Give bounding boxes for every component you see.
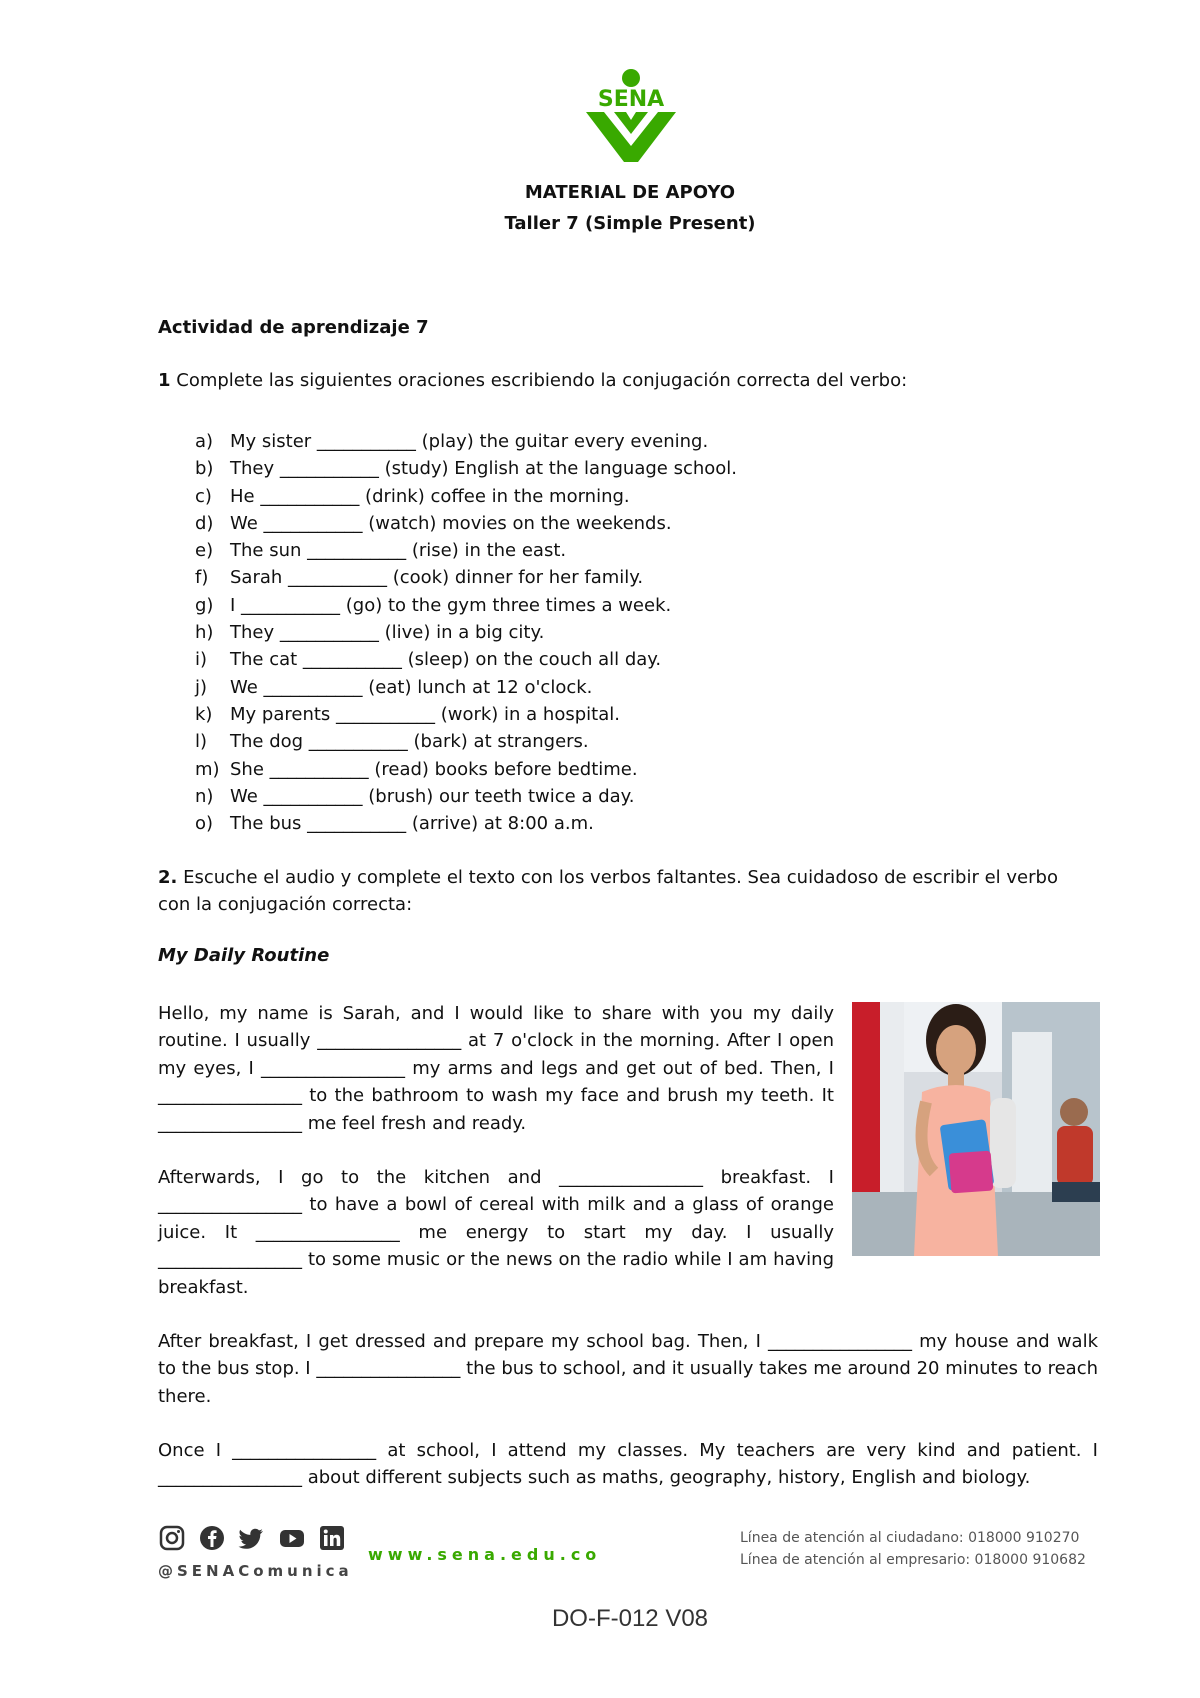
social-handle: @SENAComunica [158, 1562, 353, 1580]
item-letter: n) [195, 785, 214, 807]
item-text: We ___________ (watch) movies on the weekends. [230, 512, 672, 534]
exercise-2-number: 2. [158, 867, 178, 888]
item-letter: e) [195, 540, 214, 562]
document-code: DO-F-012 V08 [551, 1605, 709, 1632]
item-text: The dog ___________ (bark) at strangers. [230, 731, 589, 753]
exercise-2-instruction [158, 864, 1088, 918]
citizen-hotline: Línea de atención al ciudadano: 018000 910270 [740, 1530, 1080, 1546]
story-paragraph-3: After breakfast, I get dressed and prepare my school bag. Then, I ________________ my house and walk to the bus stop. I ________________ the bus to school, and it usually takes me around 20 minutes to reach there. [158, 1331, 1098, 1407]
story-title: My Daily Routine [158, 945, 330, 966]
story-paragraph-4: Once I ________________ at school, I attend my classes. My teachers are very kind and patient. I ________________ about different subjects such as maths, geography, history, English and biology. [158, 1440, 1098, 1489]
story-paragraph-2: Afterwards, I go to the kitchen and ________________ breakfast. I ________________ to have a bowl of cereal with milk and a glass of orange juice. It ________________ me energy to start my day. I usually ________________ to some music or the news on the radio while I am having breakfast. [158, 1167, 834, 1298]
business-hotline: Línea de atención al empresario: 018000 910682 [740, 1552, 1086, 1568]
item-letter: f) [195, 567, 209, 589]
exercise-1-text: Complete las siguientes oraciones escribiendo la conjugación correcta del verbo: [176, 370, 908, 391]
list-item [158, 646, 1058, 673]
exercise-2-text: Escuche el audio y complete el texto con los verbos faltantes. Sea cuidadoso de escribir el verbo con la conjugación correcta: [158, 867, 1058, 915]
twitter-icon[interactable] [238, 1524, 266, 1552]
item-letter: c) [195, 485, 212, 507]
story-paragraph-1: Hello, my name is Sarah, and I would like to share with you my daily routine. I usually ________________ at 7 o'clock in the morning. After I open my eyes, I ________________ my arms and legs and get out of bed. Then, I ________________ to the bathroom to wash my face and brush my teeth. It ________________ me feel fresh and ready. [158, 1003, 834, 1134]
item-letter: k) [195, 703, 213, 725]
item-text: He ___________ (drink) coffee in the morning. [230, 485, 630, 507]
sena-logo [578, 68, 684, 164]
item-letter: a) [195, 431, 214, 452]
item-text: My parents ___________ (work) in a hospital. [230, 703, 620, 725]
item-text: Sarah ___________ (cook) dinner for her family. [230, 567, 644, 589]
item-letter: d) [195, 512, 214, 534]
student-photo [852, 1002, 1100, 1256]
linkedin-icon[interactable] [318, 1524, 346, 1552]
item-text: My sister ___________ (play) the guitar every evening. [230, 431, 709, 452]
exercise-1-number: 1 [158, 370, 171, 391]
item-text: The sun ___________ (rise) in the east. [230, 540, 567, 562]
list-item [158, 483, 1058, 510]
youtube-icon[interactable] [278, 1524, 306, 1552]
list-item [158, 701, 1058, 728]
item-text: She ___________ (read) books before bedtime. [230, 758, 638, 780]
facebook-icon[interactable] [198, 1524, 226, 1552]
activity-heading: Actividad de aprendizaje 7 [158, 317, 429, 338]
list-item [158, 756, 1058, 783]
item-letter: l) [195, 731, 208, 753]
exercise-1-instruction [158, 370, 907, 391]
list-item [158, 428, 1058, 455]
list-item [158, 592, 1058, 619]
document-title: MATERIAL DE APOYO [524, 182, 736, 203]
list-item [158, 564, 1058, 591]
item-letter: i) [195, 649, 208, 671]
list-item [158, 783, 1058, 810]
list-item [158, 728, 1058, 755]
exercise-1-list [158, 428, 1058, 837]
list-item [158, 674, 1058, 701]
item-letter: h) [195, 622, 214, 644]
item-text: They ___________ (live) in a big city. [230, 622, 545, 644]
list-item [158, 810, 1058, 837]
item-letter: j) [195, 676, 208, 698]
item-text: They ___________ (study) English at the language school. [230, 458, 738, 480]
website-link[interactable]: www.sena.edu.co [368, 1545, 602, 1564]
logo-text: SENA [597, 87, 665, 112]
item-letter: m) [195, 758, 220, 780]
item-text: The bus ___________ (arrive) at 8:00 a.m. [230, 813, 594, 835]
item-text: I ___________ (go) to the gym three times a week. [230, 594, 672, 616]
list-item [158, 510, 1058, 537]
item-text: We ___________ (eat) lunch at 12 o'clock. [230, 676, 593, 698]
social-icons [158, 1524, 346, 1552]
list-item [158, 455, 1058, 482]
list-item [158, 619, 1058, 646]
item-letter: o) [195, 813, 214, 835]
item-text: The cat ___________ (sleep) on the couch all day. [230, 649, 662, 671]
item-letter: g) [195, 594, 214, 616]
document-subtitle: Taller 7 (Simple Present) [504, 213, 756, 234]
item-text: We ___________ (brush) our teeth twice a day. [230, 785, 635, 807]
list-item [158, 537, 1058, 564]
item-letter: b) [195, 458, 214, 480]
instagram-icon[interactable] [158, 1524, 186, 1552]
